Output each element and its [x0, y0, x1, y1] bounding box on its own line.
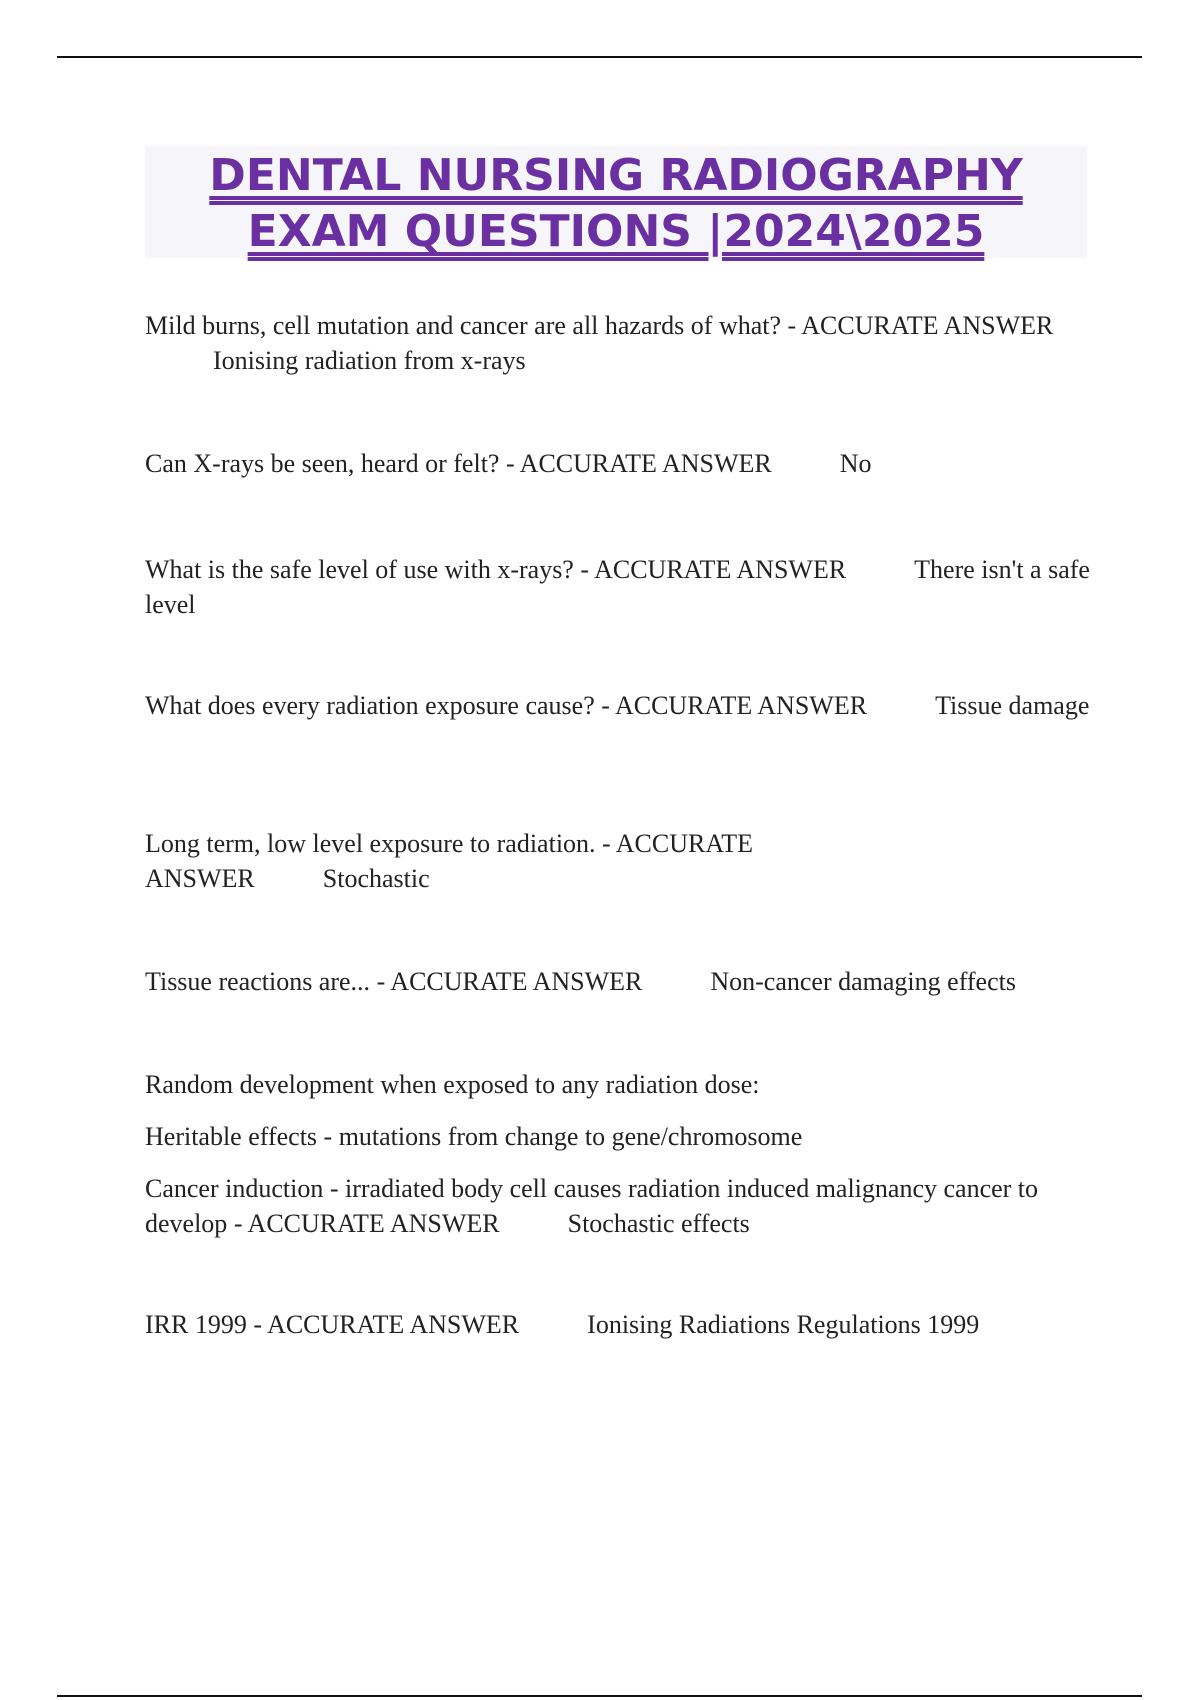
- question-line: Heritable effects - mutations from change to gene/chromosome: [145, 1122, 803, 1151]
- answer-label: - ACCURATE ANSWER: [233, 1209, 500, 1238]
- title-box: [145, 146, 1087, 258]
- qa-item: [145, 826, 845, 896]
- answer-label: - ACCURATE ANSWER: [505, 449, 772, 478]
- question-line: Cancer induction - irradiated body cell causes radiation induced malignancy cancer to develop: [145, 1174, 1039, 1238]
- top-rule: [57, 56, 1142, 58]
- answer-label: - ACCURATE ANSWER: [145, 829, 754, 893]
- answer-label: - ACCURATE ANSWER: [601, 691, 868, 720]
- bottom-rule: [57, 1695, 1142, 1697]
- qa-item: [145, 308, 1090, 378]
- answer: Tissue damage: [935, 691, 1090, 720]
- answer: Stochastic effects: [567, 1209, 750, 1238]
- question: What does every radiation exposure cause?: [145, 691, 595, 720]
- question: Long term, low level exposure to radiation.: [145, 829, 596, 858]
- document-title: [145, 146, 1087, 260]
- question: Tissue reactions are...: [145, 967, 371, 996]
- answer: No: [839, 449, 872, 478]
- answer: Non-cancer damaging effects: [710, 967, 1016, 996]
- title-line-2: EXAM QUESTIONS |2024\2025: [247, 206, 985, 257]
- answer-label: - ACCURATE ANSWER: [580, 555, 847, 584]
- answer-label: - ACCURATE ANSWER: [787, 311, 1054, 340]
- answer: There isn't a safe level: [145, 555, 1090, 619]
- qa-item: [145, 1307, 1090, 1342]
- title-line-1: DENTAL NURSING RADIOGRAPHY: [209, 150, 1023, 201]
- answer: Ionising radiation from x-rays: [213, 346, 526, 375]
- qa-item: [145, 964, 1090, 999]
- qa-item: [145, 552, 1090, 622]
- question: Can X-rays be seen, heard or felt?: [145, 449, 500, 478]
- question: IRR 1999: [145, 1310, 247, 1339]
- answer: Stochastic: [322, 864, 430, 893]
- answer-label: - ACCURATE ANSWER: [376, 967, 643, 996]
- question: What is the safe level of use with x-rays?: [145, 555, 574, 584]
- qa-item: [145, 446, 1090, 481]
- answer-label: - ACCURATE ANSWER: [253, 1310, 520, 1339]
- qa-item: [145, 688, 1090, 723]
- answer: Ionising Radiations Regulations 1999: [587, 1310, 980, 1339]
- qa-item: [145, 1067, 1105, 1241]
- question: Mild burns, cell mutation and cancer are all hazards of what?: [145, 311, 782, 340]
- question-line: Random development when exposed to any radiation dose:: [145, 1070, 760, 1099]
